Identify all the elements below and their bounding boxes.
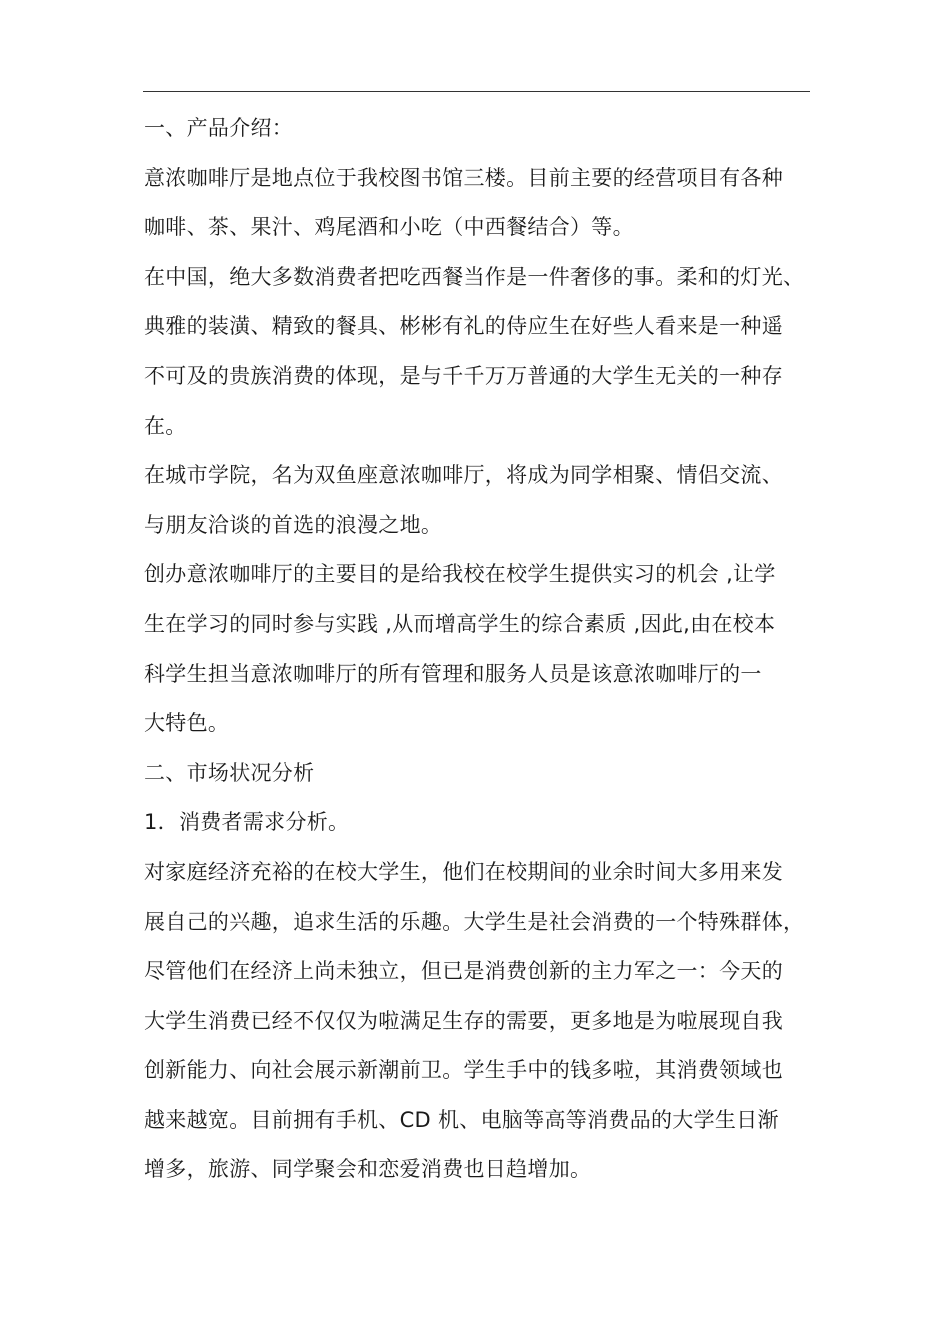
paragraph-line: 创新能力、向社会展示新潮前卫。学生手中的钱多啦，其消费领域也	[144, 1058, 783, 1083]
paragraph-line: 在中国，绝大多数消费者把吃西餐当作是一件奢侈的事。柔和的灯光、	[144, 264, 805, 289]
paragraph-line: 越来越宽。目前拥有手机、CD 机、电脑等高等消费品的大学生日渐	[144, 1107, 779, 1132]
paragraph-line: 不可及的贵族消费的体现，是与千千万万普通的大学生无关的一种存	[144, 363, 783, 388]
paragraph-line: 大学生消费已经不仅仅为啦满足生存的需要，更多地是为啦展现自我	[144, 1008, 783, 1033]
paragraph-line: 对家庭经济充裕的在校大学生，他们在校期间的业余时间大多用来发	[144, 859, 783, 884]
paragraph-line: 在。	[144, 413, 187, 438]
paragraph-line: 大特色。	[144, 711, 230, 736]
paragraph-line: 尽管他们在经济上尚未独立，但已是消费创新的主力军之一：今天的	[144, 959, 783, 984]
document-body	[144, 104, 818, 1195]
paragraph-line: 展自己的兴趣，追求生活的乐趣。大学生是社会消费的一个特殊群体，	[144, 909, 805, 934]
paragraph-line: 增多，旅游、同学聚会和恋爱消费也日趋增加。	[144, 1157, 592, 1182]
header-rule	[143, 91, 810, 92]
paragraph-line: 生在学习的同时参与实践 ,从而增高学生的综合素质 ,因此,由在校本	[144, 611, 776, 636]
subheading-consumer-demand: 1．消费者需求分析。	[144, 810, 350, 835]
paragraph-line: 咖啡、茶、果汁、鸡尾酒和小吃（中西餐结合）等。	[144, 215, 634, 240]
heading-product-intro: 一、产品介绍：	[144, 116, 294, 140]
paragraph-line: 科学生担当意浓咖啡厅的所有管理和服务人员是该意浓咖啡厅的一	[144, 661, 762, 686]
paragraph-line: 与朋友洽谈的首选的浪漫之地。	[144, 512, 443, 537]
heading-market-analysis: 二、市场状况分析	[144, 760, 315, 785]
paragraph-line: 在城市学院，名为双鱼座意浓咖啡厅，将成为同学相聚、情侣交流、	[144, 463, 783, 488]
paragraph-line: 典雅的装潢、精致的餐具、彬彬有礼的侍应生在好些人看来是一种遥	[144, 314, 783, 339]
paragraph-line: 意浓咖啡厅是地点位于我校图书馆三楼。目前主要的经营项目有各种	[144, 165, 783, 190]
paragraph-line: 创办意浓咖啡厅的主要目的是给我校在校学生提供实习的机会 ,让学	[144, 562, 776, 587]
